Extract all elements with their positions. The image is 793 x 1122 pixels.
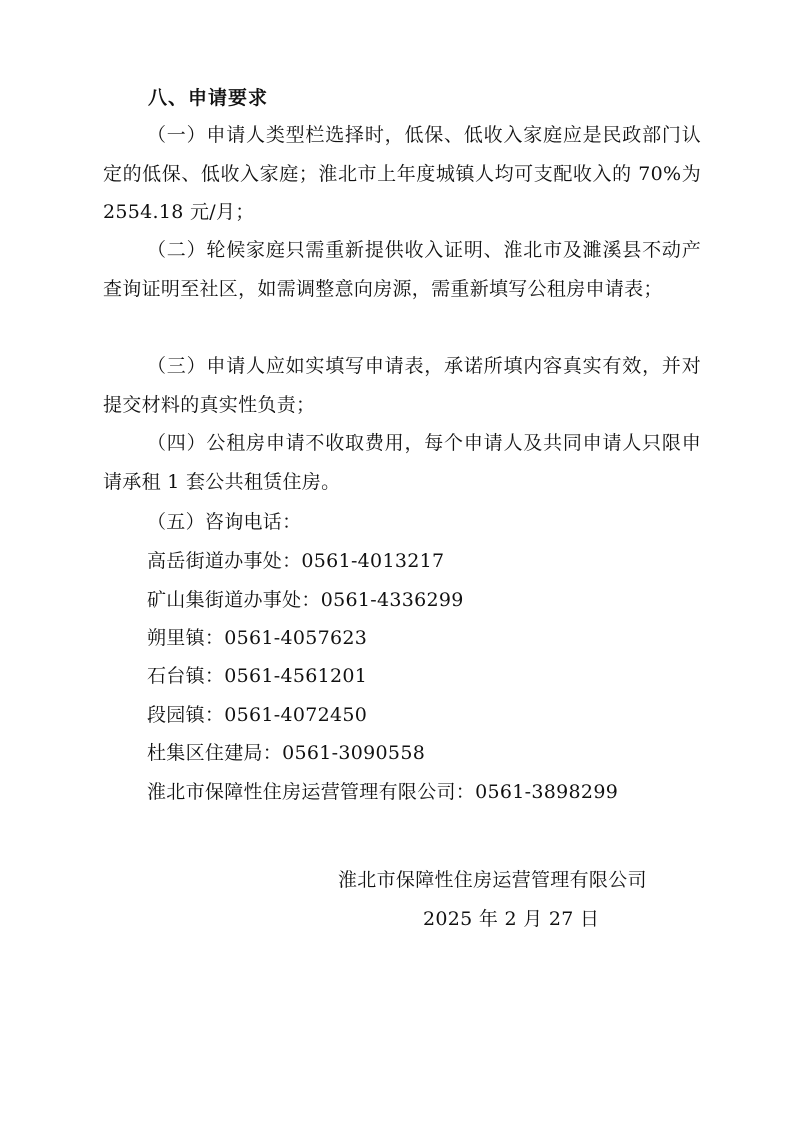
contact-line: 石台镇：0561-4561201 xyxy=(147,665,368,687)
contact-line: 矿山集街道办事处：0561-4336299 xyxy=(147,589,464,611)
contact-line: 段园镇：0561-4072450 xyxy=(147,704,368,726)
contact-line: 朔里镇：0561-4057623 xyxy=(147,627,368,649)
signature-organization: 淮北市保障性住房运营管理有限公司 xyxy=(338,869,647,891)
contact-line: 高岳街道办事处：0561-4013217 xyxy=(147,550,445,572)
requirement-paragraph-2: （二）轮候家庭只需重新提供收入证明、淮北市及濉溪县不动产查询证明至社区，如需调整意向房源，需重新填写公租房申请表； xyxy=(103,239,701,300)
requirement-paragraph-1: （一）申请人类型栏选择时，低保、低收入家庭应是民政部门认定的低保、低收入家庭；淮北市上年度城镇人均可支配收入的 70%为 2554.18 元/月； xyxy=(103,124,701,223)
section-heading: 八、申请要求 xyxy=(148,87,269,109)
contact-line: 杜集区住建局：0561-3090558 xyxy=(147,742,426,764)
requirement-paragraph-3: （三）申请人应如实填写申请表，承诺所填内容真实有效，并对提交材料的真实性负责； xyxy=(103,355,701,416)
requirement-paragraph-4: （四）公租房申请不收取费用，每个申请人及共同申请人只限申请承租 1 套公共租赁住房。 xyxy=(103,432,701,493)
contact-title: （五）咨询电话： xyxy=(147,511,302,533)
signature-date: 2025 年 2 月 27 日 xyxy=(423,908,600,930)
contact-line: 淮北市保障性住房运营管理有限公司：0561-3898299 xyxy=(147,781,619,803)
